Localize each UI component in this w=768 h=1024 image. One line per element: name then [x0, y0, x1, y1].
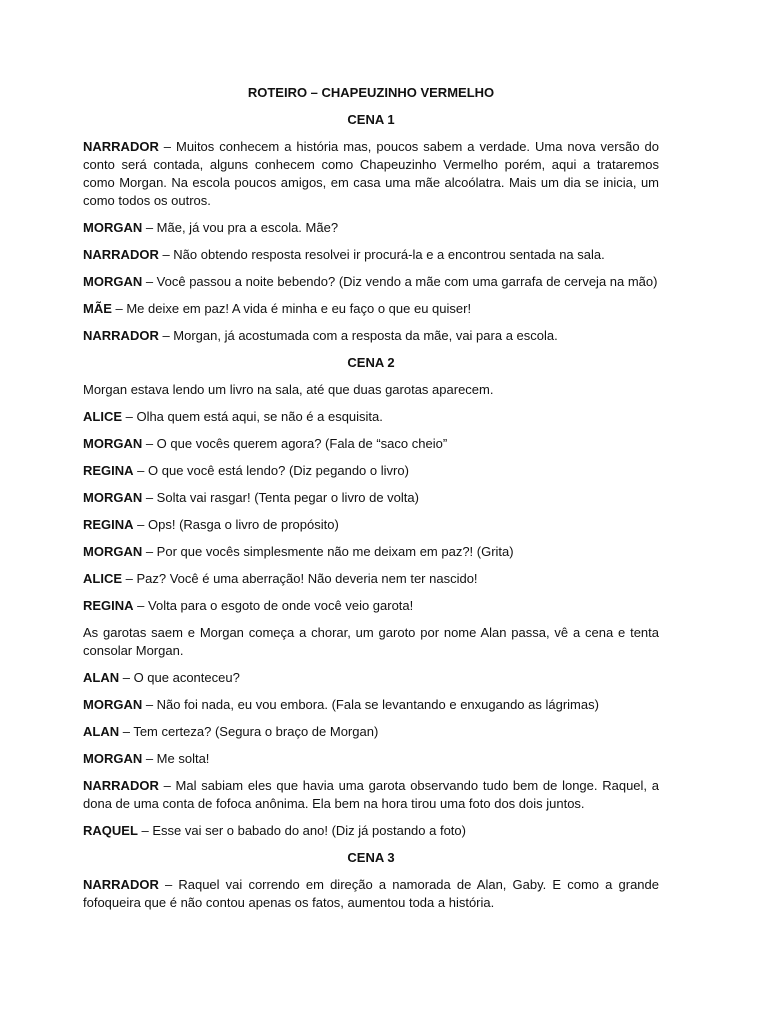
speaker-name: NARRADOR [83, 139, 159, 154]
dialogue-line [83, 669, 659, 687]
dialogue-line [83, 516, 659, 534]
speaker-name: NARRADOR [83, 247, 159, 262]
line-text: – Tem certeza? (Segura o braço de Morgan) [119, 724, 379, 739]
line-text: – Mal sabiam eles que havia uma garota observando tudo bem de longe. Raquel, a dona de uma conta de fofoca anônima. Ela bem na hora tirou uma foto dos dois juntos. [83, 778, 659, 811]
speaker-name: REGINA [83, 463, 134, 478]
line-text: – Não obtendo resposta resolvei ir procurá-la e a encontrou sentada na sala. [158, 247, 605, 262]
line-text: – Mãe, já vou pra a escola. Mãe? [142, 220, 339, 235]
speaker-name: RAQUEL [83, 823, 138, 838]
dialogue-line [83, 327, 659, 345]
speaker-name: MORGAN [83, 751, 143, 766]
dialogue-line [83, 300, 659, 318]
speaker-name: MORGAN [83, 274, 143, 289]
scene-heading: CENA 3 [347, 850, 395, 865]
line-text: – Por que vocês simplesmente não me deixam em paz?! (Grita) [142, 544, 514, 559]
script-body [83, 111, 659, 912]
line-text: – Olha quem está aqui, se não é a esquisita. [122, 409, 383, 424]
dialogue-line [83, 138, 659, 210]
dialogue-line [83, 246, 659, 264]
scene-heading: CENA 1 [347, 112, 395, 127]
speaker-name: ALICE [83, 409, 122, 424]
line-text: – Solta vai rasgar! (Tenta pegar o livro de volta) [142, 490, 419, 505]
line-text: – Ops! (Rasga o livro de propósito) [133, 517, 339, 532]
speaker-name: ALICE [83, 571, 122, 586]
line-text: – O que aconteceu? [119, 670, 240, 685]
line-text: – Raquel vai correndo em direção a namorada de Alan, Gaby. E como a grande fofoqueira que é não contou apenas os fatos, aumentou toda a história. [83, 877, 659, 910]
scene-heading: CENA 2 [347, 355, 395, 370]
dialogue-line [83, 543, 659, 561]
line-text: – Esse vai ser o babado do ano! (Diz já postando a foto) [137, 823, 466, 838]
dialogue-line [83, 696, 659, 714]
dialogue-line [83, 822, 659, 840]
line-text: – Volta para o esgoto de onde você veio garota! [133, 598, 414, 613]
dialogue-line [83, 435, 659, 453]
speaker-name: NARRADOR [83, 328, 159, 343]
dialogue-line [83, 408, 659, 426]
dialogue-line [83, 273, 659, 291]
speaker-name: REGINA [83, 517, 134, 532]
speaker-name: ALAN [83, 670, 120, 685]
line-text: – Me deixe em paz! A vida é minha e eu faço o que eu quiser! [111, 301, 472, 316]
script-page [83, 84, 659, 921]
document-title: ROTEIRO – CHAPEUZINHO VERMELHO [247, 85, 495, 100]
speaker-name: MORGAN [83, 436, 143, 451]
speaker-name: MORGAN [83, 697, 143, 712]
dialogue-line [83, 570, 659, 588]
line-text: – O que vocês querem agora? (Fala de “saco cheio” [142, 436, 448, 451]
dialogue-line [83, 462, 659, 480]
line-text: – Paz? Você é uma aberração! Não deveria nem ter nascido! [122, 571, 478, 586]
speaker-name: MORGAN [83, 490, 143, 505]
line-text: – Você passou a noite bebendo? (Diz vendo a mãe com uma garrafa de cerveja na mão) [142, 274, 658, 289]
speaker-name: NARRADOR [83, 778, 159, 793]
line-text: – Morgan, já acostumada com a resposta da mãe, vai para a escola. [158, 328, 558, 343]
line-text: – Muitos conhecem a história mas, poucos sabem a verdade. Uma nova versão do conto será contada, alguns conhecem como Chapeuzinho Vermelho porém, aqui a trataremos como Morgan. Na escola poucos amigos, em casa uma mãe alcoólatra. Mais um dia se inicia, um como todos os outros. [83, 139, 659, 208]
line-text: – O que você está lendo? (Diz pegando o livro) [133, 463, 409, 478]
line-text: Morgan estava lendo um livro na sala, até que duas garotas aparecem. [83, 382, 494, 397]
line-text: As garotas saem e Morgan começa a chorar, um garoto por nome Alan passa, vê a cena e tenta consolar Morgan. [83, 625, 659, 658]
dialogue-line [83, 219, 659, 237]
dialogue-line [83, 597, 659, 615]
speaker-name: REGINA [83, 598, 134, 613]
stage-direction [83, 624, 659, 660]
dialogue-line [83, 876, 659, 912]
dialogue-line [83, 489, 659, 507]
stage-direction [83, 381, 659, 399]
dialogue-line [83, 723, 659, 741]
dialogue-line [83, 750, 659, 768]
speaker-name: MÃE [83, 301, 112, 316]
speaker-name: NARRADOR [83, 877, 159, 892]
speaker-name: MORGAN [83, 544, 143, 559]
speaker-name: MORGAN [83, 220, 143, 235]
speaker-name: ALAN [83, 724, 120, 739]
dialogue-line [83, 777, 659, 813]
line-text: – Me solta! [142, 751, 210, 766]
line-text: – Não foi nada, eu vou embora. (Fala se levantando e enxugando as lágrimas) [142, 697, 599, 712]
